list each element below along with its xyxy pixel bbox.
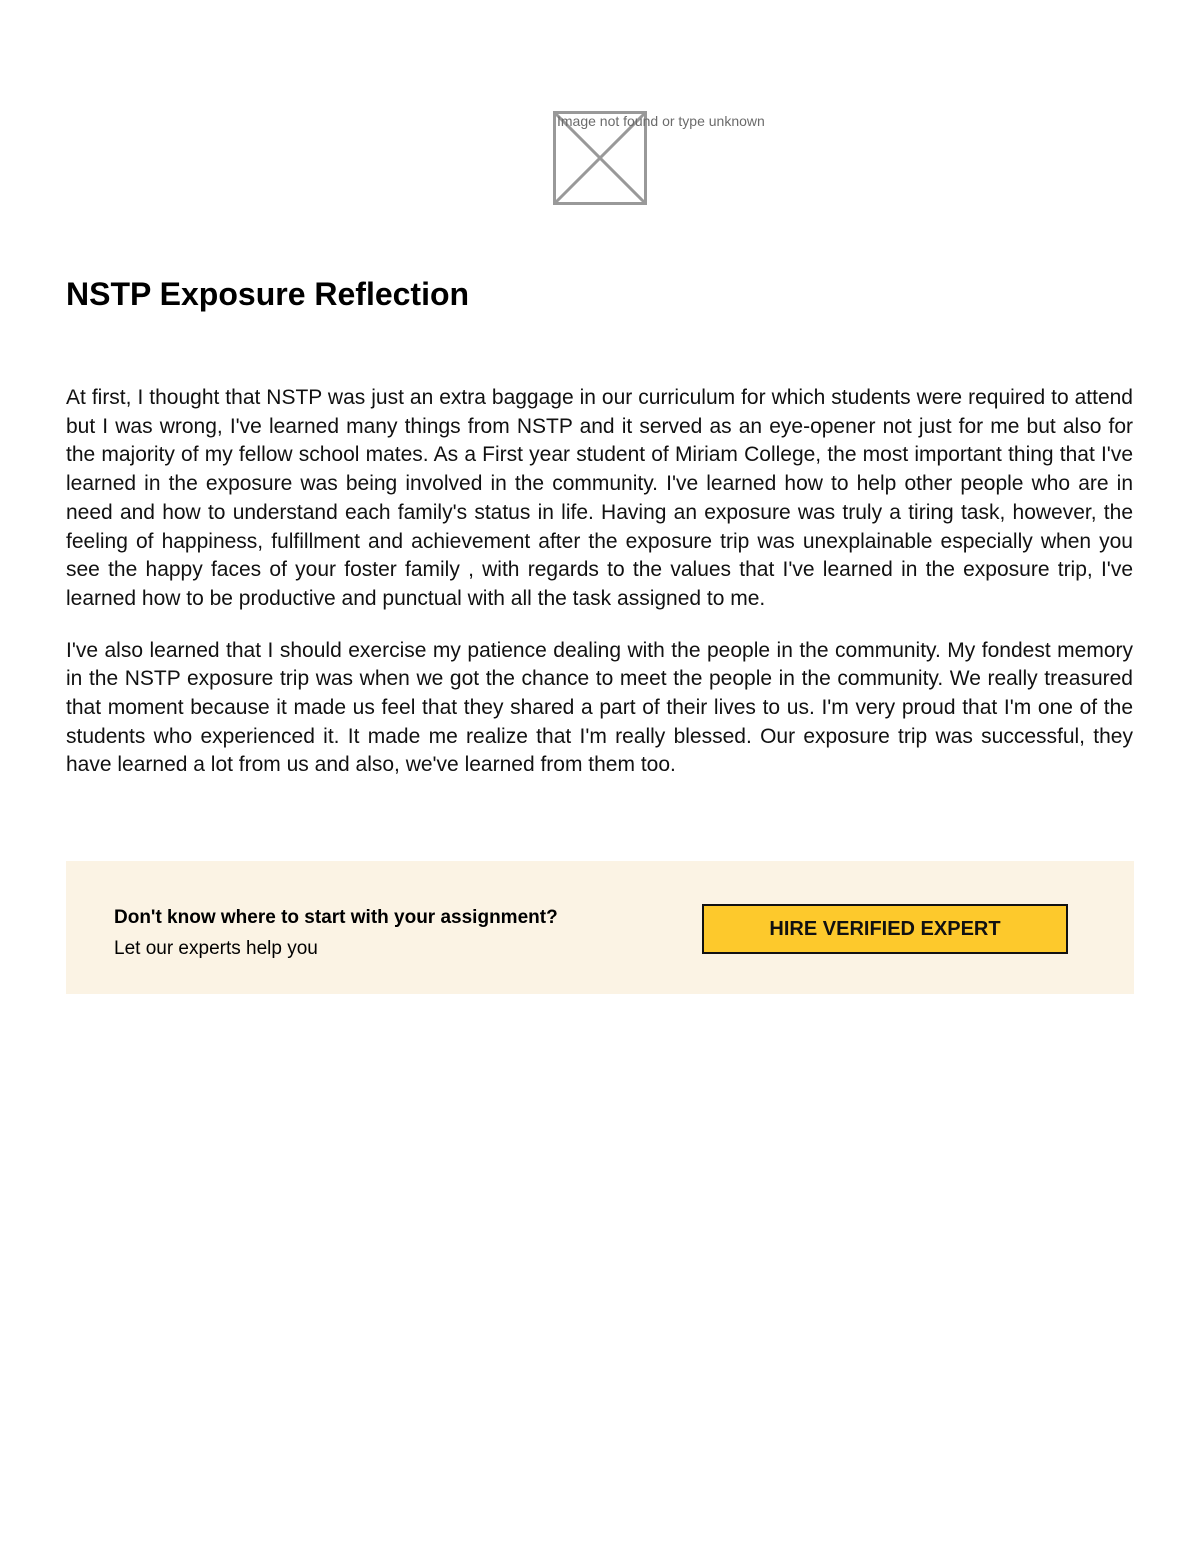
paragraph: I've also learned that I should exercise my patience dealing with the people in the community. My fondest memory in the NSTP exposure trip was when we got the chance to meet the people in the community. We really treasured that moment because it made us feel that they shared a part of their lives to us. I'm very proud that I'm one of the students who experienced it. It made me realize that I'm really blessed. Our exposure trip was successful, they have learned a lot from us and also, we've learned from them too.	[66, 638, 1133, 777]
cta-banner	[66, 861, 1134, 994]
page-title: NSTP Exposure Reflection	[66, 276, 470, 312]
cta-subtext: Let our experts help you	[114, 938, 318, 959]
cta-heading: Don't know where to start with your assignment?	[114, 907, 558, 928]
essay-body	[66, 384, 1133, 803]
image-alt-text: Image not found or type unknown	[557, 113, 765, 129]
hire-expert-button[interactable]: HIRE VERIFIED EXPERT	[702, 904, 1068, 954]
paragraph: At first, I thought that NSTP was just an extra baggage in our curriculum for which students were required to attend but I was wrong, I've learned many things from NSTP and it served as an eye-opener not just for me but also for the majority of my fellow school mates. As a First year student of Miriam College, the most important thing that I've learned in the exposure was being involved in the community. I've learned how to help other people who are in need and how to understand each family's status in life. Having an exposure was truly a tiring task, however, the feeling of happiness, fulfillment and achievement after the exposure trip was unexplainable especially when you see the happy faces of your foster family , with regards to the values that I've learned in the exposure trip, I've learned how to be productive and punctual with all the task assigned to me.	[66, 386, 1133, 610]
